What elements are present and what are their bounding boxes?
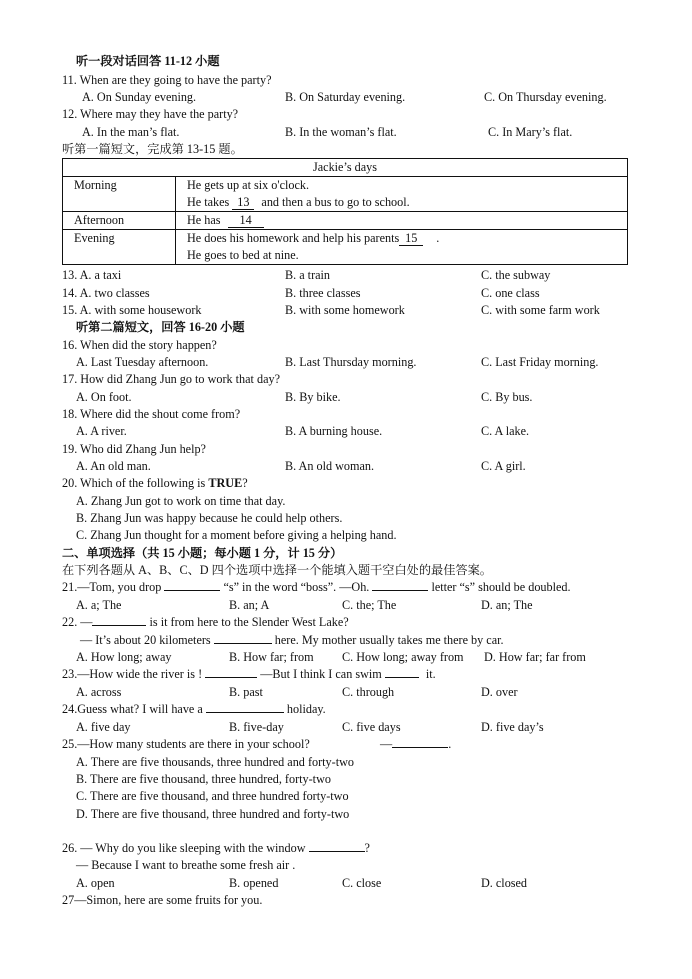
q23-blank-2 [385,677,419,678]
q24-option-c: C. five days [342,720,401,734]
q17-stem: 17. How did Zhang Jun go to work that day? [62,372,280,386]
q22-stem [62,614,349,631]
q26-option-c: C. close [342,876,382,890]
evening-line1 [187,230,627,247]
q17-option-a: A. On foot. [76,390,132,404]
q23-blank-1 [205,677,257,678]
afternoon-label: Afternoon [63,212,176,230]
q11-stem: 11. When are they going to have the party? [62,73,272,87]
q25-text-d: There are five thousand, three hundred and forty-two [90,807,350,821]
q25-text-c: There are five thousand, and three hundred forty-two [90,789,349,803]
q25-text-a: There are five thousands, three hundred and forty-two [90,755,354,769]
listen1-heading: 听一段对话回答 11-12 小题 [76,54,220,68]
q13-option-c: C. the subway [481,268,551,282]
q25-blank [392,747,448,748]
q12-stem: 12. Where may they have the party? [62,107,239,121]
q21-stem-3: letter “s” should be doubled. [431,580,571,594]
q18-option-a: A. A river. [76,424,127,438]
q21-stem-1: 21.—Tom, you drop [62,580,162,594]
q15-option-b: B. with some homework [285,303,405,317]
q21-option-d: D. an; The [481,598,533,612]
q25-option-b [76,771,331,788]
q18-option-c: C. A lake. [481,424,530,438]
q12-option-c: C. In Mary’s flat. [488,125,573,139]
q20-option-a: A. Zhang Jun got to work on time that day. [76,494,286,508]
q12-option-b: B. In the woman’s flat. [285,125,397,139]
q25-stem-2: — [380,737,393,751]
q22-stem-1: 22. — [62,615,93,629]
q20-stem-bold: TRUE [208,476,243,490]
q19-option-b: B. An old woman. [285,459,375,473]
q20-stem [62,475,248,492]
morning-cell [176,177,628,212]
passage1-heading: 听第一篇短文，完成第 13-15 题。 [62,142,243,156]
q22-blank-1 [92,625,146,626]
q16-option-a: A. Last Tuesday afternoon. [76,355,209,369]
q21-blank-1 [164,590,220,591]
q13-option-b: B. a train [285,268,331,282]
q26-option-a: A. open [76,876,115,890]
morning-line1: He gets up at six o'clock. [187,178,310,192]
q20-option-c: C. Zhang Jun thought for a moment before giving a helping hand. [76,528,397,542]
q26-option-b: B. opened [229,876,279,890]
q20-stem-post: ? [242,476,248,490]
q19-option-a: A. An old man. [76,459,151,473]
q25-label-c: C. [76,789,88,803]
q25-label-b: B. [76,772,88,786]
q24-blank [206,712,284,713]
q25-text-b: There are five thousand, three hundred, forty-two [90,772,331,786]
q24-stem [62,701,326,718]
evening-line2: He goes to bed at nine. [187,248,299,262]
blank-15: 15 [399,231,423,246]
q25-stem-1: 25.—How many students are there in your school? [62,737,310,751]
q15-option-a: 15. A. with some housework [62,303,202,317]
q24-stem-1: 24.Guess what? I will have a [62,702,203,716]
q20-option-b: B. Zhang Jun was happy because he could help others. [76,511,343,525]
q24-option-b: B. five-day [229,720,284,734]
afternoon-pre: He has [187,213,221,227]
q11-option-a: A. On Sunday evening. [82,90,197,104]
evening-label: Evening [63,230,176,265]
q25-option-a [76,754,354,771]
q25-option-c [76,788,349,805]
q15-option-c: C. with some farm work [481,303,600,317]
q22-line2-pre: — It’s about 20 kilometers [80,633,211,647]
jackies-days-table [62,158,628,265]
q23-option-c: C. through [342,685,395,699]
q21-option-b: B. an; A [229,598,270,612]
section2-heading: 二、单项选择（共 15 小题；每小题 1 分，计 15 分） [62,546,343,560]
q14-option-c: C. one class [481,286,540,300]
q11-option-b: B. On Saturday evening. [285,90,406,104]
q25-label-a: A. [76,755,88,769]
afternoon-cell [176,212,628,230]
evening-line1-pre: He does his homework and help his parents [187,231,400,245]
q25-label-d: D. [76,807,88,821]
q22-line2 [80,632,504,649]
q23-stem [62,666,436,683]
table-title: Jackie’s days [63,159,628,177]
q23-stem-3: it. [425,667,436,681]
q26-blank [309,851,365,852]
q14-option-a: 14. A. two classes [62,286,150,300]
q26-stem-1: 26. — Why do you like sleeping with the window [62,841,306,855]
q22-stem-2: is it from here to the Slender West Lake? [149,615,349,629]
q18-option-b: B. A burning house. [285,424,383,438]
q18-stem: 18. Where did the shout come from? [62,407,241,421]
q25-stem-3: . [448,737,452,751]
blank-14: 14 [228,213,264,228]
q22-option-d: D. How far; far from [484,650,586,664]
q27-stem: 27—Simon, here are some fruits for you. [62,893,263,907]
passage2-heading: 听第二篇短文，回答 16-20 小题 [76,320,245,334]
q23-stem-1: 23.—How wide the river is ! [62,667,203,681]
q13-option-a: 13. A. a taxi [62,268,122,282]
q23-stem-2: —But I think I can swim [260,667,382,681]
q12-option-a: A. In the man’s flat. [82,125,180,139]
q21-option-c: C. the; The [342,598,397,612]
q21-stem-2: “s” in the word “boss”. —Oh. [223,580,370,594]
q23-option-a: A. across [76,685,122,699]
q16-stem: 16. When did the story happen? [62,338,217,352]
q21-option-a: A. a; The [76,598,122,612]
q22-option-b: B. How far; from [229,650,314,664]
q14-option-b: B. three classes [285,286,361,300]
q20-stem-pre: 20. Which of the following is [62,476,206,490]
q23-option-b: B. past [229,685,263,699]
q19-stem: 19. Who did Zhang Jun help? [62,442,206,456]
evening-cell [176,230,628,265]
morning-line2 [187,194,627,211]
q22-blank-2 [214,643,272,644]
q17-option-b: B. By bike. [285,390,341,404]
q16-option-b: B. Last Thursday morning. [285,355,417,369]
q26-option-d: D. closed [481,876,528,890]
q23-option-d: D. over [481,685,518,699]
q22-option-a: A. How long; away [76,650,172,664]
q24-option-d: D. five day’s [481,720,544,734]
q25-stem [62,736,310,753]
blank-13: 13 [232,195,254,210]
q26-stem-2: ? [364,841,370,855]
q24-stem-2: holiday. [286,702,326,716]
evening-line1-post: . [436,231,440,245]
morning-line2-post: and then a bus to go to school. [261,195,410,209]
section2-instruction: 在下列各题从 A、B、C、D 四个选项中选择一个能填入题干空白处的最佳答案。 [62,563,492,577]
q11-option-c: C. On Thursday evening. [484,90,607,104]
q16-option-c: C. Last Friday morning. [481,355,599,369]
q25-option-d [76,806,349,823]
q21-blank-2 [372,590,428,591]
q19-option-c: C. A girl. [481,459,526,473]
morning-label: Morning [63,177,176,212]
q26-stem [62,840,370,857]
q22-line2-post: here. My mother usually takes me there by car. [274,633,504,647]
morning-line2-pre: He takes [187,195,230,209]
q21-stem [62,579,571,596]
q25-stem-answer [380,736,451,753]
q24-option-a: A. five day [76,720,131,734]
q26-line2: — Because I want to breathe some fresh air . [76,858,296,872]
q22-option-c: C. How long; away from [342,650,464,664]
q17-option-c: C. By bus. [481,390,533,404]
